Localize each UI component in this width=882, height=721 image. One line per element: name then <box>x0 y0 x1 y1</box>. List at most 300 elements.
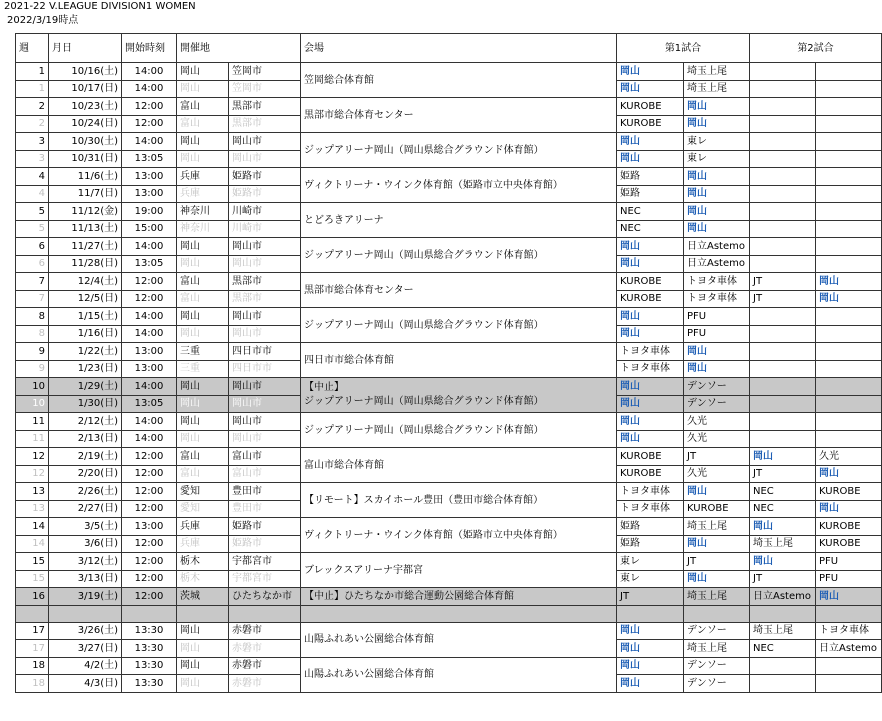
match1-team-cell: 岡山 <box>684 203 750 221</box>
match2-team-cell: 岡山 <box>816 273 882 291</box>
date-cell: 2/12(土) <box>49 413 122 431</box>
time-cell: 15:00 <box>122 220 177 238</box>
city-cell: 宇都宮市 <box>229 570 301 588</box>
match1-team-cell: KUROBE <box>617 290 684 308</box>
match2-team-cell: PFU <box>816 553 882 571</box>
match2-team-cell <box>816 98 882 116</box>
time-cell: 12:00 <box>122 448 177 466</box>
match1-team-cell: トヨタ車体 <box>617 360 684 378</box>
header-match1: 第1試合 <box>617 34 750 63</box>
week-number: 17 <box>16 622 49 640</box>
match1-team-cell: 岡山 <box>617 413 684 431</box>
match2-team-cell: KUROBE <box>816 535 882 553</box>
week-number: 1 <box>16 80 49 98</box>
match2-team-cell <box>816 80 882 98</box>
match2-team-cell <box>816 430 882 448</box>
prefecture-cell: 富山 <box>177 273 229 291</box>
date-cell: 3/6(日) <box>49 535 122 553</box>
week-number: 8 <box>16 325 49 343</box>
venue-cell: ヴィクトリーナ・ウインク体育館（姫路市立中央体育館） <box>301 168 617 203</box>
date-cell: 2/20(日) <box>49 465 122 483</box>
city-cell: 岡山市 <box>229 150 301 168</box>
prefecture-cell: 岡山 <box>177 80 229 98</box>
time-cell: 12:00 <box>122 553 177 571</box>
match1-team-cell: 岡山 <box>617 640 684 658</box>
match2-team-cell: 岡山 <box>816 465 882 483</box>
time-cell: 13:30 <box>122 622 177 640</box>
match1-team-cell: 岡山 <box>684 483 750 501</box>
match1-team-cell: トヨタ車体 <box>617 343 684 361</box>
prefecture-cell: 岡山 <box>177 255 229 273</box>
match1-team-cell: 東レ <box>684 133 750 151</box>
table-row <box>16 238 882 256</box>
match2-team-cell <box>816 675 882 693</box>
match1-team-cell: 岡山 <box>617 133 684 151</box>
match1-team-cell: 姫路 <box>617 185 684 203</box>
match1-team-cell: デンソー <box>684 657 750 675</box>
match1-team-cell: デンソー <box>684 622 750 640</box>
prefecture-cell: 岡山 <box>177 430 229 448</box>
match2-team-cell <box>750 185 816 203</box>
table-row <box>16 98 882 116</box>
match2-team-cell <box>750 238 816 256</box>
match2-team-cell: 久光 <box>816 448 882 466</box>
match1-team-cell: 久光 <box>684 413 750 431</box>
week-number: 17 <box>16 640 49 658</box>
match2-team-cell <box>816 238 882 256</box>
prefecture-cell: 岡山 <box>177 150 229 168</box>
week-number: 9 <box>16 343 49 361</box>
date-cell: 4/2(土) <box>49 657 122 675</box>
match2-team-cell: 埼玉上尾 <box>750 622 816 640</box>
match1-team-cell: 岡山 <box>684 360 750 378</box>
date-cell: 11/28(日) <box>49 255 122 273</box>
table-row <box>16 203 882 221</box>
match2-team-cell <box>750 168 816 186</box>
match1-team-cell: 日立Astemo <box>684 255 750 273</box>
match2-team-cell <box>816 360 882 378</box>
city-cell: 四日市市 <box>229 343 301 361</box>
match1-team-cell: 岡山 <box>684 535 750 553</box>
match1-team-cell: 姫路 <box>617 168 684 186</box>
prefecture-cell: 岡山 <box>177 238 229 256</box>
city-cell: 姫路市 <box>229 518 301 536</box>
city-cell: 宇都宮市 <box>229 553 301 571</box>
match2-team-cell <box>816 185 882 203</box>
match2-team-cell: トヨタ車体 <box>816 622 882 640</box>
week-number: 6 <box>16 238 49 256</box>
match2-team-cell: NEC <box>750 640 816 658</box>
date-cell: 3/19(土) <box>49 588 122 606</box>
city-cell: 川崎市 <box>229 220 301 238</box>
match2-team-cell <box>816 115 882 133</box>
spacer-cell <box>301 605 617 622</box>
time-cell: 13:30 <box>122 675 177 693</box>
match1-team-cell: JT <box>684 553 750 571</box>
week-number: 10 <box>16 395 49 413</box>
match2-team-cell <box>750 203 816 221</box>
venue-cell: ジップアリーナ岡山（岡山県総合グラウンド体育館） <box>301 238 617 273</box>
match2-team-cell: JT <box>750 273 816 291</box>
date-cell: 2/19(土) <box>49 448 122 466</box>
match2-team-cell <box>750 220 816 238</box>
week-number: 5 <box>16 220 49 238</box>
time-cell: 13:05 <box>122 255 177 273</box>
date-cell: 1/30(日) <box>49 395 122 413</box>
week-number: 15 <box>16 553 49 571</box>
prefecture-cell: 兵庫 <box>177 535 229 553</box>
time-cell: 19:00 <box>122 203 177 221</box>
match1-team-cell: 岡山 <box>617 675 684 693</box>
city-cell: 笠岡市 <box>229 80 301 98</box>
match1-team-cell: デンソー <box>684 395 750 413</box>
match1-team-cell: トヨタ車体 <box>617 500 684 518</box>
match1-team-cell: 岡山 <box>617 430 684 448</box>
match1-team-cell: トヨタ車体 <box>684 290 750 308</box>
match2-team-cell: 岡山 <box>816 500 882 518</box>
match1-team-cell: 岡山 <box>617 308 684 326</box>
match1-team-cell: 久光 <box>684 430 750 448</box>
match1-team-cell: 岡山 <box>617 150 684 168</box>
match2-team-cell <box>816 308 882 326</box>
city-cell: 黒部市 <box>229 115 301 133</box>
prefecture-cell: 神奈川 <box>177 203 229 221</box>
match1-team-cell: 埼玉上尾 <box>684 80 750 98</box>
date-cell: 1/23(日) <box>49 360 122 378</box>
match1-team-cell: PFU <box>684 308 750 326</box>
table-row <box>16 657 882 675</box>
city-cell: 四日市市 <box>229 360 301 378</box>
match2-team-cell <box>750 115 816 133</box>
prefecture-cell: 愛知 <box>177 483 229 501</box>
prefecture-cell: 岡山 <box>177 657 229 675</box>
prefecture-cell: 兵庫 <box>177 168 229 186</box>
match1-team-cell: 岡山 <box>617 395 684 413</box>
city-cell: 岡山市 <box>229 430 301 448</box>
match2-team-cell <box>816 168 882 186</box>
prefecture-cell: 富山 <box>177 448 229 466</box>
city-cell: 岡山市 <box>229 255 301 273</box>
match2-team-cell <box>750 430 816 448</box>
city-cell: 岡山市 <box>229 325 301 343</box>
week-number: 7 <box>16 290 49 308</box>
spacer-cell <box>617 605 684 622</box>
match1-team-cell: 東レ <box>684 150 750 168</box>
prefecture-cell: 愛知 <box>177 500 229 518</box>
match1-team-cell: 埼玉上尾 <box>684 640 750 658</box>
time-cell: 13:00 <box>122 360 177 378</box>
match2-team-cell: 日立Astemo <box>816 640 882 658</box>
city-cell: 岡山市 <box>229 308 301 326</box>
prefecture-cell: 栃木 <box>177 553 229 571</box>
city-cell: 富山市 <box>229 448 301 466</box>
venue-cell: ブレックスアリーナ宇都宮 <box>301 553 617 588</box>
match2-team-cell <box>750 395 816 413</box>
date-cell: 10/30(土) <box>49 133 122 151</box>
date-cell: 10/24(日) <box>49 115 122 133</box>
venue-cell: 【リモート】スカイホール豊田（豊田市総合体育館） <box>301 483 617 518</box>
match2-team-cell <box>816 343 882 361</box>
week-number: 2 <box>16 115 49 133</box>
prefecture-cell: 岡山 <box>177 133 229 151</box>
prefecture-cell: 兵庫 <box>177 518 229 536</box>
venue-cell: 四日市市総合体育館 <box>301 343 617 378</box>
prefecture-cell: 岡山 <box>177 308 229 326</box>
spacer-cell <box>122 605 177 622</box>
date-cell: 10/16(土) <box>49 63 122 81</box>
header-start-time: 開始時刻 <box>122 34 177 63</box>
time-cell: 14:00 <box>122 63 177 81</box>
table-row <box>16 168 882 186</box>
match1-team-cell: KUROBE <box>617 448 684 466</box>
week-number: 18 <box>16 657 49 675</box>
prefecture-cell: 神奈川 <box>177 220 229 238</box>
week-number: 2 <box>16 98 49 116</box>
date-cell: 2/13(日) <box>49 430 122 448</box>
table-row <box>16 553 882 571</box>
match1-team-cell: 東レ <box>617 570 684 588</box>
match2-team-cell <box>816 150 882 168</box>
spacer-row <box>16 605 882 622</box>
match1-team-cell: 岡山 <box>617 63 684 81</box>
match2-team-cell: 岡山 <box>816 588 882 606</box>
table-row <box>16 378 882 396</box>
match1-team-cell: トヨタ車体 <box>684 273 750 291</box>
match2-team-cell <box>750 150 816 168</box>
time-cell: 13:00 <box>122 185 177 203</box>
header-week: 週 <box>16 34 49 63</box>
date-cell: 3/26(土) <box>49 622 122 640</box>
date-cell: 3/13(日) <box>49 570 122 588</box>
spacer-cell <box>177 605 229 622</box>
prefecture-cell: 岡山 <box>177 413 229 431</box>
week-number: 13 <box>16 483 49 501</box>
match2-team-cell: KUROBE <box>816 518 882 536</box>
match1-team-cell: KUROBE <box>617 115 684 133</box>
match1-team-cell: 姫路 <box>617 535 684 553</box>
header-venue: 会場 <box>301 34 617 63</box>
week-number: 7 <box>16 273 49 291</box>
spacer-cell <box>684 605 750 622</box>
prefecture-cell: 富山 <box>177 98 229 116</box>
prefecture-cell: 茨城 <box>177 588 229 606</box>
table-row <box>16 308 882 326</box>
venue-cell: 黒部市総合体育センター <box>301 273 617 308</box>
match1-team-cell: 岡山 <box>617 238 684 256</box>
match2-team-cell: JT <box>750 465 816 483</box>
match2-team-cell <box>750 343 816 361</box>
match2-team-cell <box>750 378 816 396</box>
match1-team-cell: JT <box>684 448 750 466</box>
week-number: 15 <box>16 570 49 588</box>
table-row <box>16 588 882 606</box>
time-cell: 12:00 <box>122 588 177 606</box>
date-cell: 2/26(土) <box>49 483 122 501</box>
city-cell: 黒部市 <box>229 273 301 291</box>
match1-team-cell: 岡山 <box>684 115 750 133</box>
prefecture-cell: 富山 <box>177 115 229 133</box>
match1-team-cell: 岡山 <box>617 80 684 98</box>
city-cell: 赤磐市 <box>229 675 301 693</box>
match1-team-cell: NEC <box>617 203 684 221</box>
match2-team-cell: NEC <box>750 500 816 518</box>
date-cell: 1/22(土) <box>49 343 122 361</box>
prefecture-cell: 兵庫 <box>177 185 229 203</box>
match1-team-cell: 岡山 <box>617 325 684 343</box>
prefecture-cell: 三重 <box>177 360 229 378</box>
date-cell: 10/31(日) <box>49 150 122 168</box>
match1-team-cell: JT <box>617 588 684 606</box>
match2-team-cell <box>750 133 816 151</box>
match2-team-cell: PFU <box>816 570 882 588</box>
date-cell: 12/5(日) <box>49 290 122 308</box>
city-cell: 豊田市 <box>229 483 301 501</box>
week-number: 3 <box>16 150 49 168</box>
time-cell: 13:00 <box>122 518 177 536</box>
time-cell: 13:05 <box>122 395 177 413</box>
week-number: 14 <box>16 518 49 536</box>
match2-team-cell: NEC <box>750 483 816 501</box>
match1-team-cell: 岡山 <box>684 98 750 116</box>
city-cell: 赤磐市 <box>229 640 301 658</box>
match1-team-cell: 岡山 <box>684 570 750 588</box>
city-cell: 岡山市 <box>229 238 301 256</box>
match2-team-cell <box>816 220 882 238</box>
time-cell: 13:30 <box>122 657 177 675</box>
match2-team-cell: KUROBE <box>816 483 882 501</box>
match1-team-cell: 岡山 <box>617 378 684 396</box>
date-cell: 1/16(日) <box>49 325 122 343</box>
time-cell: 14:00 <box>122 80 177 98</box>
prefecture-cell: 岡山 <box>177 325 229 343</box>
week-number: 5 <box>16 203 49 221</box>
time-cell: 12:00 <box>122 273 177 291</box>
header-location: 開催地 <box>177 34 301 63</box>
prefecture-cell: 三重 <box>177 343 229 361</box>
time-cell: 12:00 <box>122 290 177 308</box>
prefecture-cell: 岡山 <box>177 378 229 396</box>
table-row <box>16 133 882 151</box>
city-cell: ひたちなか市 <box>229 588 301 606</box>
time-cell: 13:05 <box>122 150 177 168</box>
table-row <box>16 273 882 291</box>
week-number: 10 <box>16 378 49 396</box>
table-row <box>16 343 882 361</box>
match2-team-cell: 岡山 <box>750 553 816 571</box>
match2-team-cell <box>750 80 816 98</box>
city-cell: 黒部市 <box>229 290 301 308</box>
match2-team-cell <box>750 308 816 326</box>
match1-team-cell: KUROBE <box>684 500 750 518</box>
match2-team-cell <box>750 325 816 343</box>
date-cell: 11/7(日) <box>49 185 122 203</box>
date-cell: 3/12(土) <box>49 553 122 571</box>
spacer-cell <box>816 605 882 622</box>
match1-team-cell: PFU <box>684 325 750 343</box>
match1-team-cell: 姫路 <box>617 518 684 536</box>
match1-team-cell: 埼玉上尾 <box>684 588 750 606</box>
venue-cell: とどろきアリーナ <box>301 203 617 238</box>
week-number: 18 <box>16 675 49 693</box>
venue-cell: 山陽ふれあい公園総合体育館 <box>301 622 617 657</box>
date-cell: 11/13(土) <box>49 220 122 238</box>
time-cell: 13:00 <box>122 343 177 361</box>
match2-team-cell <box>816 657 882 675</box>
schedule-table <box>15 33 882 693</box>
table-row <box>16 622 882 640</box>
match1-team-cell: 東レ <box>617 553 684 571</box>
page-title: 2021-22 V.LEAGUE DIVISION1 WOMEN <box>4 1 196 12</box>
city-cell: 姫路市 <box>229 535 301 553</box>
venue-cell: 【中止】 ジップアリーナ岡山（岡山県総合グラウンド体育館） <box>301 378 617 413</box>
match1-team-cell: 岡山 <box>684 220 750 238</box>
prefecture-cell: 岡山 <box>177 622 229 640</box>
venue-cell: 【中止】ひたちなか市総合運動公園総合体育館 <box>301 588 617 606</box>
city-cell: 姫路市 <box>229 185 301 203</box>
match1-team-cell: 岡山 <box>617 622 684 640</box>
match1-team-cell: 久光 <box>684 465 750 483</box>
match1-team-cell: KUROBE <box>617 98 684 116</box>
match1-team-cell: 日立Astemo <box>684 238 750 256</box>
city-cell: 姫路市 <box>229 168 301 186</box>
time-cell: 12:00 <box>122 570 177 588</box>
venue-cell: 山陽ふれあい公園総合体育館 <box>301 657 617 692</box>
match2-team-cell: 日立Astemo <box>750 588 816 606</box>
week-number: 3 <box>16 133 49 151</box>
city-cell: 赤磐市 <box>229 657 301 675</box>
date-cell: 11/6(土) <box>49 168 122 186</box>
time-cell: 14:00 <box>122 413 177 431</box>
time-cell: 12:00 <box>122 465 177 483</box>
venue-cell: ヴィクトリーナ・ウインク体育館（姫路市立中央体育館） <box>301 518 617 553</box>
city-cell: 豊田市 <box>229 500 301 518</box>
date-cell: 10/17(日) <box>49 80 122 98</box>
city-cell: 岡山市 <box>229 378 301 396</box>
match2-team-cell <box>816 133 882 151</box>
match2-team-cell <box>750 360 816 378</box>
match2-team-cell <box>816 378 882 396</box>
table-row <box>16 483 882 501</box>
week-number: 9 <box>16 360 49 378</box>
prefecture-cell: 岡山 <box>177 395 229 413</box>
header-date: 月日 <box>49 34 122 63</box>
match1-team-cell: 埼玉上尾 <box>684 63 750 81</box>
time-cell: 12:00 <box>122 500 177 518</box>
spacer-cell <box>229 605 301 622</box>
schedule-body <box>16 63 882 693</box>
time-cell: 14:00 <box>122 238 177 256</box>
match2-team-cell <box>816 255 882 273</box>
match1-team-cell: NEC <box>617 220 684 238</box>
match2-team-cell <box>816 63 882 81</box>
city-cell: 岡山市 <box>229 133 301 151</box>
table-row <box>16 518 882 536</box>
date-cell: 3/27(日) <box>49 640 122 658</box>
match1-team-cell: デンソー <box>684 378 750 396</box>
table-row <box>16 63 882 81</box>
date-cell: 11/27(土) <box>49 238 122 256</box>
prefecture-cell: 岡山 <box>177 640 229 658</box>
prefecture-cell: 栃木 <box>177 570 229 588</box>
prefecture-cell: 富山 <box>177 290 229 308</box>
date-cell: 4/3(日) <box>49 675 122 693</box>
venue-cell: ジップアリーナ岡山（岡山県総合グラウンド体育館） <box>301 308 617 343</box>
match2-team-cell <box>816 325 882 343</box>
week-number: 14 <box>16 535 49 553</box>
week-number: 4 <box>16 168 49 186</box>
match1-team-cell: KUROBE <box>617 273 684 291</box>
date-cell: 3/5(土) <box>49 518 122 536</box>
